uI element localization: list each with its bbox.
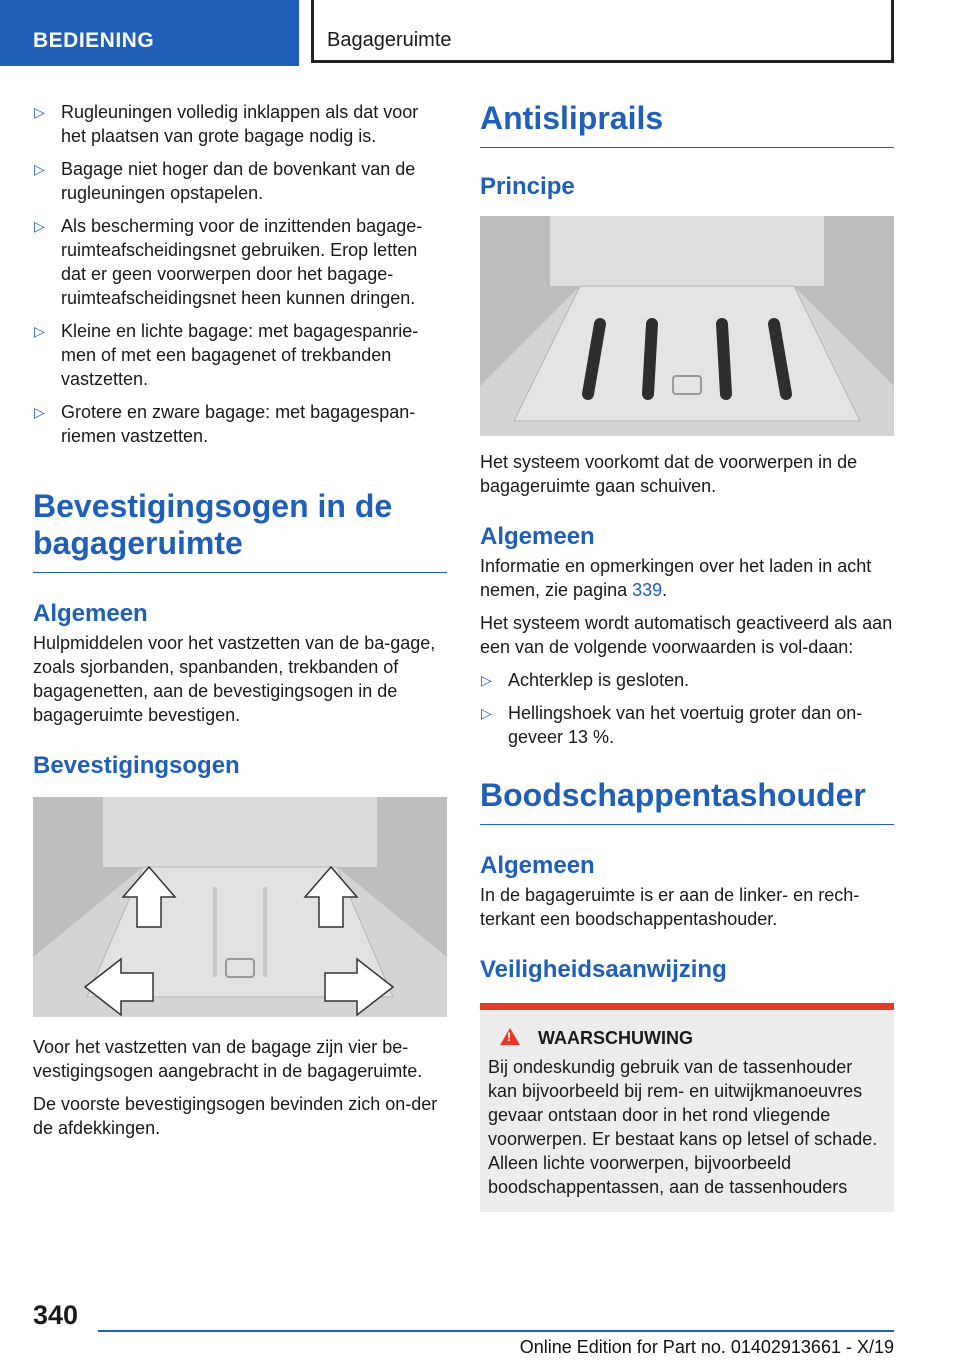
trunk-illustration [33,797,447,1017]
chapter-tab [311,0,894,63]
list-item: ▷ Kleine en lichte bagage: met bagagespanrie-men of met een bagagenet of trekbanden vastzetten. [34,321,419,389]
section-title: BEDIENING [33,29,155,52]
page-number: 340 [33,1300,79,1330]
list-item: ▷ Rugleuningen volledig inklappen als dat voor het plaatsen van grote bagage nodig is. [34,102,419,146]
subheading-general-antislip: Algemeen [480,523,595,550]
warning-text: Bij ondeskundig gebruik van de tassenhouder kan bijvoorbeeld bij rem- en uitwijkmanoeuvres gevaar ontstaan door in het rond vliegende voorwerpen. Er bestaat kans op letsel of schade. Alleen lichte voorwerpen, bijvoorbeeld boodschappentassen, aan de tassenhouders [488,1057,878,1197]
triangle-bullet-icon: ▷ [34,104,45,120]
loading-bullet-list [33,100,447,448]
subheading-general: Algemeen [33,600,148,627]
triangle-bullet-icon: ▷ [34,404,45,420]
principle-text: Het systeem voorkomt dat de voorwerpen in de bagageruimte gaan schuiven. [480,452,858,496]
warning-box [480,1003,894,1212]
holder-text: In de bagageruimte is er aan de linker- en rech-terkant een boodschappentashouder. [480,885,860,929]
triangle-bullet-icon: ▷ [34,323,45,339]
triangle-bullet-icon: ▷ [481,705,492,721]
antislip-heading: Antisliprails [480,100,894,148]
right-column [480,100,894,1212]
subheading-eyes: Bevestigingsogen [33,752,240,779]
triangle-bullet-icon: ▷ [34,218,45,234]
section-heading: Bevestigingsogen in de bagageruimte [33,488,447,573]
section-tab [0,0,299,66]
antislip-illustration [480,216,894,436]
warning-icon [500,1028,520,1045]
tie-down-eyes-photo [33,797,447,1017]
triangle-bullet-icon: ▷ [34,161,45,177]
subheading-safety: Veiligheidsaanwijzing [480,956,727,983]
list-item: ▷ Bagage niet hoger dan de bovenkant van de rugleuningen opstapelen. [34,159,416,203]
page-339-link[interactable]: 339 [632,580,663,600]
general-text: Hulpmiddelen voor het vastzetten van de ba-gage, zoals sjorbanden, spanbanden, trekbanden of bagagenetten, aan de bevestigingsogen in de bagageruimte bevestigen. [33,633,436,725]
list-item: ▷ Grotere en zware bagage: met bagagespan-riemen vastzetten. [34,402,416,446]
eyes-caption: Voor het vastzetten van de bagage zijn vier be-vestigingsogen aangebracht in de bagageruimte. [33,1037,423,1081]
conditions-list [480,668,894,749]
left-column [33,100,447,1149]
general-antislip-text: Informatie en opmerkingen over het laden in acht nemen, zie pagina 339. [480,556,872,600]
subheading-principle: Principe [480,173,575,200]
list-item: ▷ Hellingshoek van het voertuig groter dan on-geveer 13 %. [481,703,863,747]
triangle-bullet-icon: ▷ [481,672,492,688]
warning-title: WAARSCHUWING [538,1028,693,1048]
antislip-rails-photo [480,216,894,436]
list-item: ▷ Achterklep is gesloten. [481,670,690,690]
subheading-general-holder: Algemeen [480,852,595,879]
footer-edition: Online Edition for Part no. 01402913661 - X/19 [98,1330,894,1358]
eyes-location-text: De voorste bevestigingsogen bevinden zich on-der de afdekkingen. [33,1094,438,1138]
auto-activation-text: Het systeem wordt automatisch geactiveerd als aan een van de volgende voorwaarden is vol-daan: [480,613,893,657]
list-item: ▷ Als bescherming voor de inzittenden bagage-ruimteafscheidingsnet gebruiken. Erop letten dat er geen voorwerpen door het bagage-ruimteafscheidingsnet heen kunnen dringen. [34,216,423,308]
bag-holder-heading: Boodschappentashouder [480,777,894,825]
chapter-title: Bagageruimte [327,29,452,51]
